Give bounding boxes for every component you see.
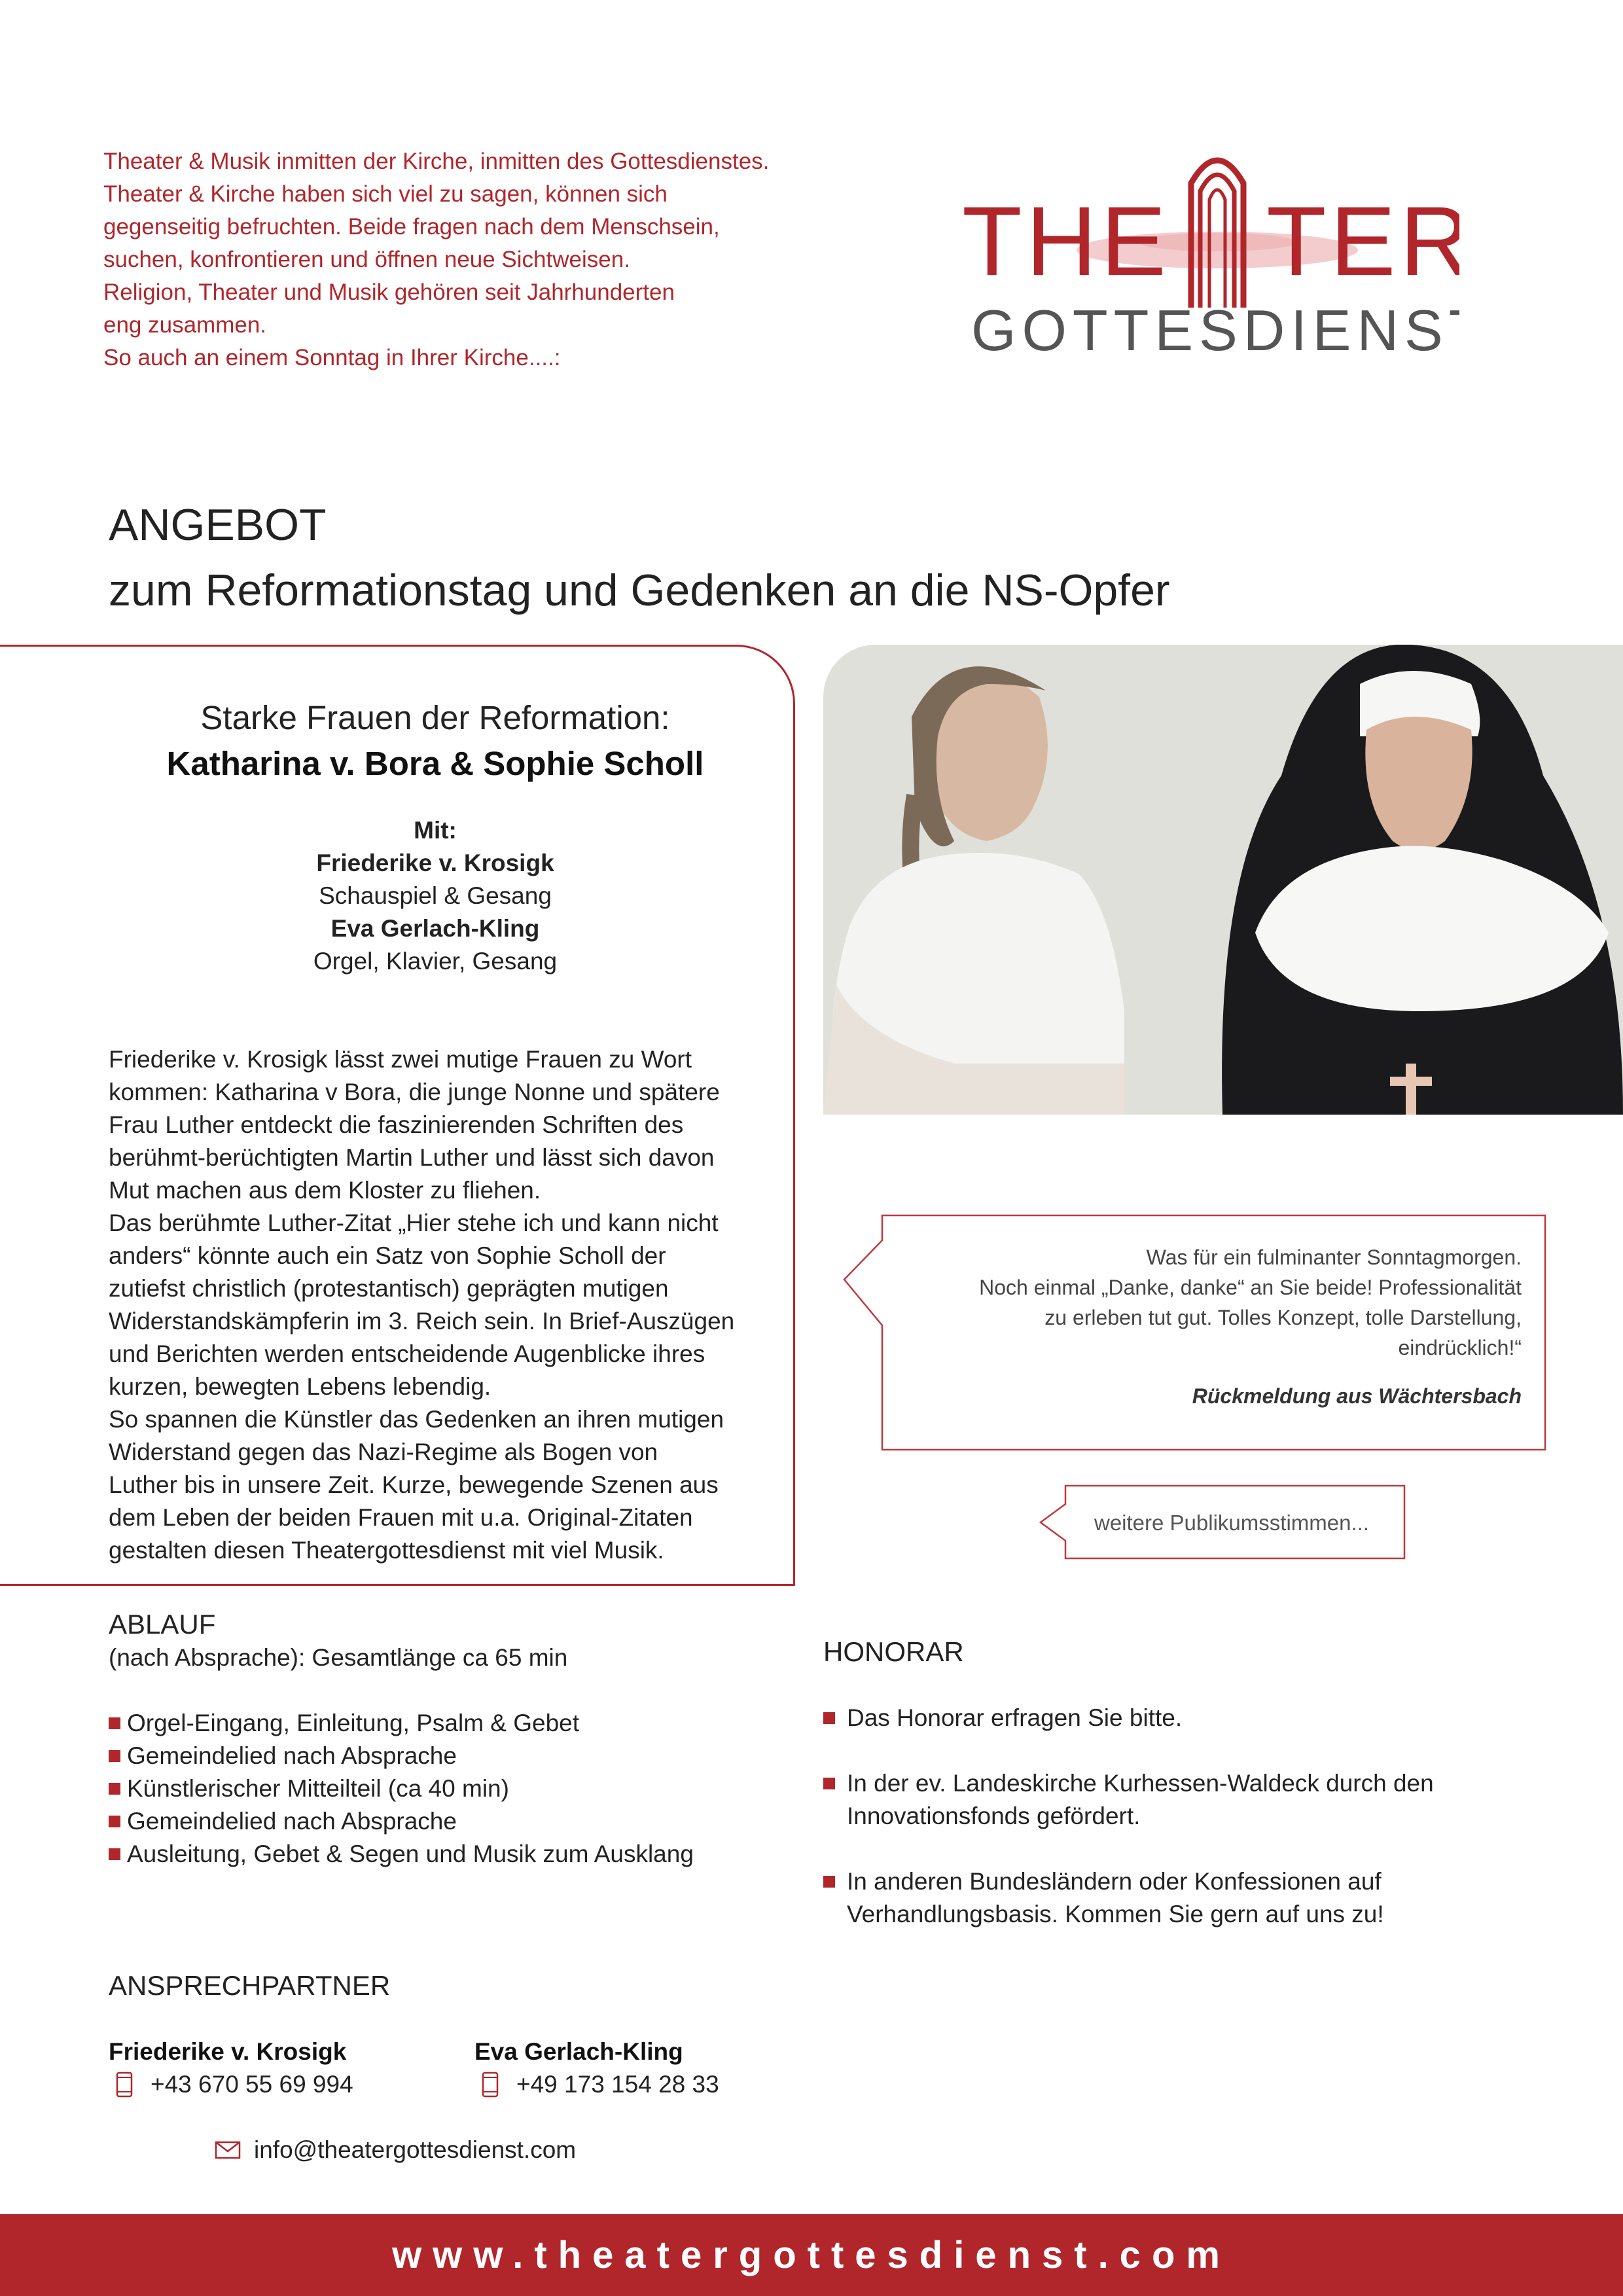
svg-text:TER: TER xyxy=(1266,186,1459,296)
logo-graphic xyxy=(962,144,1459,360)
quote-line: Was für ein fulminanter Sonntagmorgen. xyxy=(1146,1246,1522,1269)
description-line: Widerstandskämpferin im 3. Reich sein. In Brief-Auszügen xyxy=(109,1308,735,1335)
audience-quote xyxy=(903,1242,1522,1411)
list-item-text: Innovationsfonds gefördert. xyxy=(847,1803,1141,1829)
description-line: Widerstand gegen das Nazi-Regime als Bogen von xyxy=(109,1439,658,1465)
envelope-icon xyxy=(215,2141,241,2159)
description-line: Luther bis in unsere Zeit. Kurze, bewegende Szenen aus xyxy=(109,1471,719,1498)
ablauf-subtitle: (nach Absprache): Gesamtlänge ca 65 min xyxy=(109,1644,568,1671)
show-info xyxy=(0,695,870,978)
photo-illustration xyxy=(823,645,1623,1115)
list-item-text: In der ev. Landeskirche Kurhessen-Waldeck durch den xyxy=(847,1770,1434,1797)
cast-list xyxy=(0,814,870,978)
list-item xyxy=(109,1805,694,1838)
ablauf-list xyxy=(109,1707,694,1871)
intro-line: Theater & Musik inmitten der Kirche, inmitten des Gottesdienstes. xyxy=(103,149,770,174)
email-address[interactable]: info@theatergottesdienst.com xyxy=(254,2136,577,2163)
performer-name: Friederike v. Krosigk xyxy=(316,850,554,876)
contact-email[interactable] xyxy=(215,2134,576,2166)
list-item-text: In anderen Bundesländern oder Konfessionen auf xyxy=(847,1868,1382,1895)
more-reviews-link[interactable]: weitere Publikumsstimmen... xyxy=(1094,1511,1369,1535)
phone-number[interactable]: +49 173 154 28 33 xyxy=(516,2071,719,2098)
bullet-square-icon xyxy=(109,1816,120,1827)
description-line: zutiefst christlich (protestantisch) geprägten mutigen xyxy=(109,1275,669,1302)
description-line: So spannen die Künstler das Gedenken an ihren mutigen xyxy=(109,1406,724,1433)
intro-line: eng zusammen. xyxy=(103,312,267,338)
svg-text:GOTTESDIENST: GOTTESDIENST xyxy=(971,298,1459,360)
list-item xyxy=(823,1702,1543,1734)
contact-name: Friederike v. Krosigk xyxy=(109,2038,347,2065)
quote-line: zu erleben tut gut. Tolles Konzept, tolle Darstellung, xyxy=(1044,1306,1522,1329)
intro-line: gegenseitig befruchten. Beide fragen nach dem Menschsein, xyxy=(103,214,720,240)
bullet-square-icon xyxy=(109,1848,120,1860)
list-item xyxy=(109,1772,694,1805)
heading-line-1: ANGEBOT xyxy=(109,500,327,550)
bullet-square-icon xyxy=(823,1712,835,1724)
list-item xyxy=(109,1707,694,1740)
cast-label: Mit: xyxy=(414,817,457,844)
intro-line: Religion, Theater und Musik gehören seit Jahrhunderten xyxy=(103,279,675,305)
description-line: dem Leben der beiden Frauen mit u.a. Original-Zitaten xyxy=(109,1504,693,1531)
list-item-text: Gemeindelied nach Absprache xyxy=(127,1742,457,1769)
description-line: kurzen, bewegten Lebens lebendig. xyxy=(109,1373,491,1400)
description-line: gestalten diesen Theatergottesdienst mit viel Musik. xyxy=(109,1537,664,1564)
description-line: Frau Luther entdeckt die faszinierenden Schriften des xyxy=(109,1111,684,1138)
contact-person xyxy=(109,2036,353,2101)
bullet-square-icon xyxy=(109,1717,120,1729)
list-item-text: Verhandlungsbasis. Kommen Sie gern auf uns zu! xyxy=(847,1901,1384,1928)
quote-line: eindrücklich!“ xyxy=(1398,1336,1522,1359)
description-line: anders“ könnte auch ein Satz von Sophie Scholl der xyxy=(109,1242,666,1269)
bullet-square-icon xyxy=(109,1783,120,1795)
mobile-phone-icon xyxy=(115,2072,134,2098)
list-item-text: Gemeindelied nach Absprache xyxy=(127,1808,457,1835)
bullet-square-icon xyxy=(823,1876,835,1888)
contact-phone[interactable] xyxy=(109,2068,353,2101)
intro-line: suchen, konfrontieren und öffnen neue Sichtweisen. xyxy=(103,247,630,272)
intro-text xyxy=(103,145,889,374)
website-link[interactable]: www.theatergottesdienst.com xyxy=(392,2234,1231,2276)
theater-gottesdienst-logo xyxy=(962,144,1459,360)
honorar-title: HONORAR xyxy=(823,1636,964,1667)
list-item-text: Orgel-Eingang, Einleitung, Psalm & Gebet xyxy=(127,1710,580,1736)
show-title: Katharina v. Bora & Sophie Scholl xyxy=(166,745,704,782)
description-line: Friederike v. Krosigk lässt zwei mutige Frauen zu Wort xyxy=(109,1046,692,1073)
show-subtitle: Starke Frauen der Reformation: xyxy=(200,699,670,736)
list-item xyxy=(109,1740,694,1772)
performers-photo xyxy=(823,645,1623,1115)
list-item-text: Ausleitung, Gebet & Segen und Musik zum Ausklang xyxy=(127,1840,694,1867)
quote-source: Rückmeldung aus Wächtersbach xyxy=(1192,1384,1522,1408)
list-item-text: Das Honorar erfragen Sie bitte. xyxy=(847,1704,1183,1731)
bullet-square-icon xyxy=(823,1778,835,1789)
performer-role: Schauspiel & Gesang xyxy=(319,882,552,909)
intro-line: So auch an einem Sonntag in Ihrer Kirche....: xyxy=(103,345,561,370)
quote-line: Noch einmal „Danke, danke“ an Sie beide! Professionalität xyxy=(979,1276,1522,1299)
list-item xyxy=(823,1767,1543,1833)
description-line: Das berühmte Luther-Zitat „Hier stehe ich und kann nicht xyxy=(109,1210,719,1236)
list-item xyxy=(109,1838,694,1871)
list-item-text: Künstlerischer Mitteilteil (ca 40 min) xyxy=(127,1775,509,1802)
offer-heading xyxy=(109,492,1170,623)
description-line: Mut machen aus dem Kloster zu fliehen. xyxy=(109,1177,541,1204)
intro-line: Theater & Kirche haben sich viel zu sagen, können sich xyxy=(103,181,668,207)
honorar-list xyxy=(823,1702,1543,1964)
contact-name: Eva Gerlach-Kling xyxy=(474,2038,683,2065)
contact-title: ANSPRECHPARTNER xyxy=(109,1970,391,2001)
contact-person xyxy=(474,2036,719,2101)
ablauf-title: ABLAUF xyxy=(109,1609,216,1640)
bullet-square-icon xyxy=(109,1750,120,1762)
performer-role: Orgel, Klavier, Gesang xyxy=(313,948,558,975)
list-item xyxy=(823,1865,1543,1931)
description-line: kommen: Katharina v Bora, die junge Nonne und spätere xyxy=(109,1079,720,1105)
contact-phone[interactable] xyxy=(474,2068,719,2101)
footer-bar xyxy=(0,2214,1623,2296)
svg-text:THE: THE xyxy=(962,186,1170,296)
phone-number[interactable]: +43 670 55 69 994 xyxy=(151,2071,353,2098)
performer-name: Eva Gerlach-Kling xyxy=(330,915,540,942)
description-line: berühmt-berüchtigten Martin Luther und lässt sich davon xyxy=(109,1144,715,1171)
description-line: und Berichten werden entscheidende Augenblicke ihres xyxy=(109,1340,705,1367)
show-description xyxy=(109,1043,776,1567)
mobile-phone-icon xyxy=(481,2072,499,2098)
heading-line-2: zum Reformationstag und Gedenken an die NS-Opfer xyxy=(109,565,1170,615)
